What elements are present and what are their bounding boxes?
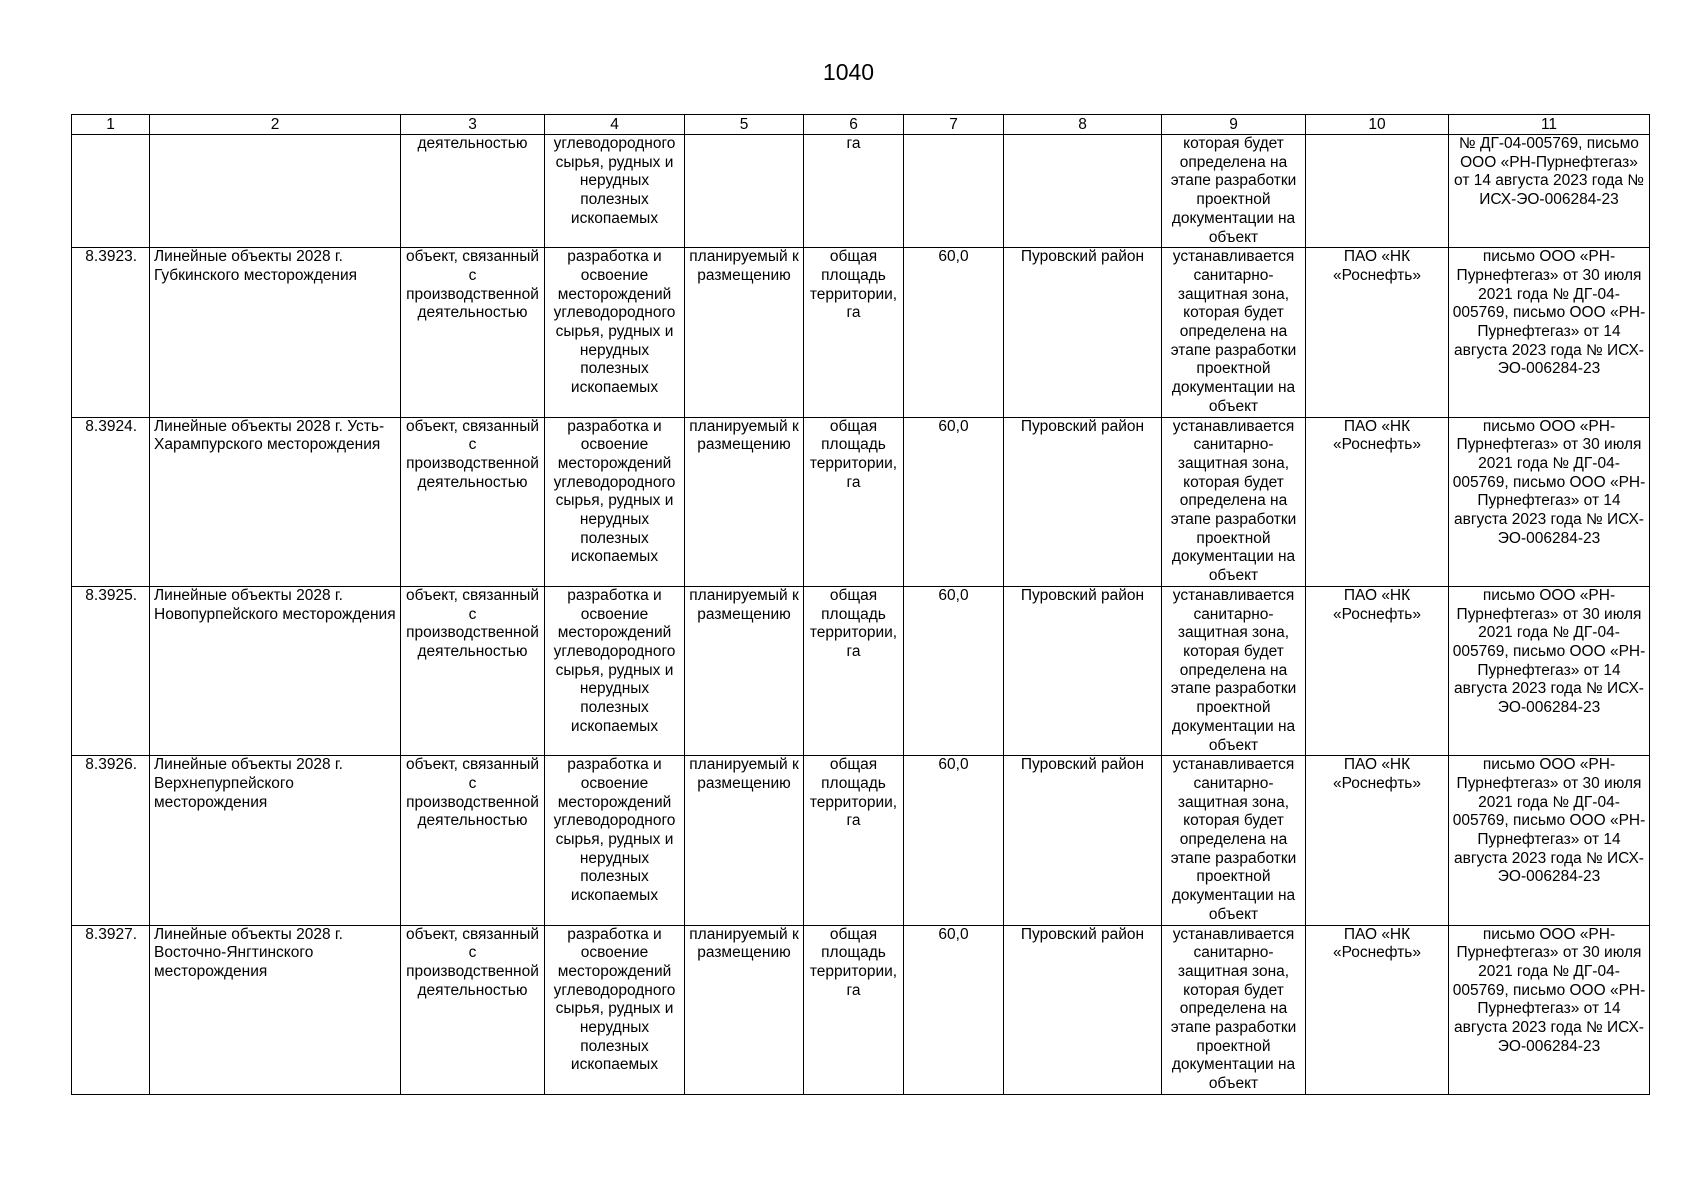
cell-name: Линейные объекты 2028 г. Восточно-Янгтинского месторождения xyxy=(150,925,401,1094)
cell-purpose: разработка и освоение месторождений углеводородного сырья, рудных и нерудных полезных ископаемых xyxy=(545,248,685,417)
cell-source: письмо ООО «РН-Пурнефтегаз» от 30 июля 2021 года № ДГ-04-005769, письмо ООО «РН-Пурнефтегаз» от 14 августа 2023 года № ИСХ-ЭО-006284-23 xyxy=(1449,248,1650,417)
table-row xyxy=(72,417,1650,586)
cell-owner: ПАО «НК «Роснефть» xyxy=(1306,248,1449,417)
column-number-row xyxy=(72,115,1650,135)
cell-zone: устанавливается санитарно-защитная зона, которая будет определена на этапе разработки проектной документации на объект xyxy=(1162,586,1306,755)
cell-status: планируемый к размещению xyxy=(685,248,804,417)
cell-location: Пуровский район xyxy=(1004,248,1162,417)
cell-number: 8.3925. xyxy=(72,586,150,755)
cell-value: 60,0 xyxy=(904,586,1004,755)
cell-purpose: разработка и освоение месторождений углеводородного сырья, рудных и нерудных полезных ископаемых xyxy=(545,586,685,755)
cell-type: объект, связанный с производственной деятельностью xyxy=(401,417,545,586)
cell-source: № ДГ-04-005769, письмо ООО «РН-Пурнефтегаз» от 14 августа 2023 года № ИСХ-ЭО-006284-23 xyxy=(1449,135,1650,248)
cell-number: 8.3927. xyxy=(72,925,150,1094)
cell-characteristic: общая площадь территории, га xyxy=(804,925,904,1094)
cell-value: 60,0 xyxy=(904,248,1004,417)
cell-value: 60,0 xyxy=(904,756,1004,925)
cell-value xyxy=(904,135,1004,248)
cell-purpose: разработка и освоение месторождений углеводородного сырья, рудных и нерудных полезных ископаемых xyxy=(545,756,685,925)
page-number: 1040 xyxy=(822,59,875,85)
cell-owner: ПАО «НК «Роснефть» xyxy=(1306,925,1449,1094)
cell-location: Пуровский район xyxy=(1004,756,1162,925)
cell-status xyxy=(685,135,804,248)
cell-source: письмо ООО «РН-Пурнефтегаз» от 30 июля 2021 года № ДГ-04-005769, письмо ООО «РН-Пурнефтегаз» от 14 августа 2023 года № ИСХ-ЭО-006284-23 xyxy=(1449,925,1650,1094)
cell-owner: ПАО «НК «Роснефть» xyxy=(1306,756,1449,925)
cell-location: Пуровский район xyxy=(1004,417,1162,586)
column-header: 4 xyxy=(545,115,685,135)
cell-type: объект, связанный с производственной деятельностью xyxy=(401,248,545,417)
registry-table xyxy=(71,114,1650,1095)
cell-number: 8.3923. xyxy=(72,248,150,417)
table-row xyxy=(72,586,1650,755)
cell-zone: устанавливается санитарно-защитная зона, которая будет определена на этапе разработки проектной документации на объект xyxy=(1162,925,1306,1094)
column-header: 1 xyxy=(72,115,150,135)
column-header: 11 xyxy=(1449,115,1650,135)
cell-name: Линейные объекты 2028 г. Новопурпейского месторождения xyxy=(150,586,401,755)
table-row xyxy=(72,925,1650,1094)
cell-characteristic: общая площадь территории, га xyxy=(804,248,904,417)
column-header: 7 xyxy=(904,115,1004,135)
cell-name: Линейные объекты 2028 г. Губкинского месторождения xyxy=(150,248,401,417)
cell-status: планируемый к размещению xyxy=(685,586,804,755)
cell-number xyxy=(72,135,150,248)
table-row xyxy=(72,756,1650,925)
table-row xyxy=(72,248,1650,417)
column-header: 10 xyxy=(1306,115,1449,135)
cell-type: объект, связанный с производственной деятельностью xyxy=(401,586,545,755)
cell-type: объект, связанный с производственной деятельностью xyxy=(401,756,545,925)
cell-name: Линейные объекты 2028 г. Верхнепурпейского месторождения xyxy=(150,756,401,925)
cell-status: планируемый к размещению xyxy=(685,925,804,1094)
cell-zone: устанавливается санитарно-защитная зона, которая будет определена на этапе разработки проектной документации на объект xyxy=(1162,417,1306,586)
column-header: 5 xyxy=(685,115,804,135)
cell-purpose: углеводородного сырья, рудных и нерудных полезных ископаемых xyxy=(545,135,685,248)
column-header: 8 xyxy=(1004,115,1162,135)
cell-source: письмо ООО «РН-Пурнефтегаз» от 30 июля 2021 года № ДГ-04-005769, письмо ООО «РН-Пурнефтегаз» от 14 августа 2023 года № ИСХ-ЭО-006284-23 xyxy=(1449,417,1650,586)
cell-status: планируемый к размещению xyxy=(685,417,804,586)
column-header: 6 xyxy=(804,115,904,135)
cell-purpose: разработка и освоение месторождений углеводородного сырья, рудных и нерудных полезных ископаемых xyxy=(545,417,685,586)
cell-value: 60,0 xyxy=(904,417,1004,586)
cell-location xyxy=(1004,135,1162,248)
column-header: 2 xyxy=(150,115,401,135)
cell-location: Пуровский район xyxy=(1004,586,1162,755)
cell-zone: устанавливается санитарно-защитная зона, которая будет определена на этапе разработки проектной документации на объект xyxy=(1162,756,1306,925)
continuation-row xyxy=(72,135,1650,248)
cell-owner: ПАО «НК «Роснефть» xyxy=(1306,586,1449,755)
cell-source: письмо ООО «РН-Пурнефтегаз» от 30 июля 2021 года № ДГ-04-005769, письмо ООО «РН-Пурнефтегаз» от 14 августа 2023 года № ИСХ-ЭО-006284-23 xyxy=(1449,586,1650,755)
cell-characteristic: га xyxy=(804,135,904,248)
cell-zone: которая будет определена на этапе разработки проектной документации на объект xyxy=(1162,135,1306,248)
column-header: 9 xyxy=(1162,115,1306,135)
column-header: 3 xyxy=(401,115,545,135)
cell-location: Пуровский район xyxy=(1004,925,1162,1094)
cell-type: объект, связанный с производственной деятельностью xyxy=(401,925,545,1094)
cell-zone: устанавливается санитарно-защитная зона, которая будет определена на этапе разработки проектной документации на объект xyxy=(1162,248,1306,417)
cell-name: Линейные объекты 2028 г. Усть-Харампурского месторождения xyxy=(150,417,401,586)
cell-value: 60,0 xyxy=(904,925,1004,1094)
cell-characteristic: общая площадь территории, га xyxy=(804,586,904,755)
cell-number: 8.3926. xyxy=(72,756,150,925)
cell-type: деятельностью xyxy=(401,135,545,248)
cell-owner: ПАО «НК «Роснефть» xyxy=(1306,417,1449,586)
cell-name xyxy=(150,135,401,248)
cell-status: планируемый к размещению xyxy=(685,756,804,925)
cell-purpose: разработка и освоение месторождений углеводородного сырья, рудных и нерудных полезных ископаемых xyxy=(545,925,685,1094)
cell-owner xyxy=(1306,135,1449,248)
cell-characteristic: общая площадь территории, га xyxy=(804,756,904,925)
cell-number: 8.3924. xyxy=(72,417,150,586)
cell-characteristic: общая площадь территории, га xyxy=(804,417,904,586)
cell-source: письмо ООО «РН-Пурнефтегаз» от 30 июля 2021 года № ДГ-04-005769, письмо ООО «РН-Пурнефтегаз» от 14 августа 2023 года № ИСХ-ЭО-006284-23 xyxy=(1449,756,1650,925)
